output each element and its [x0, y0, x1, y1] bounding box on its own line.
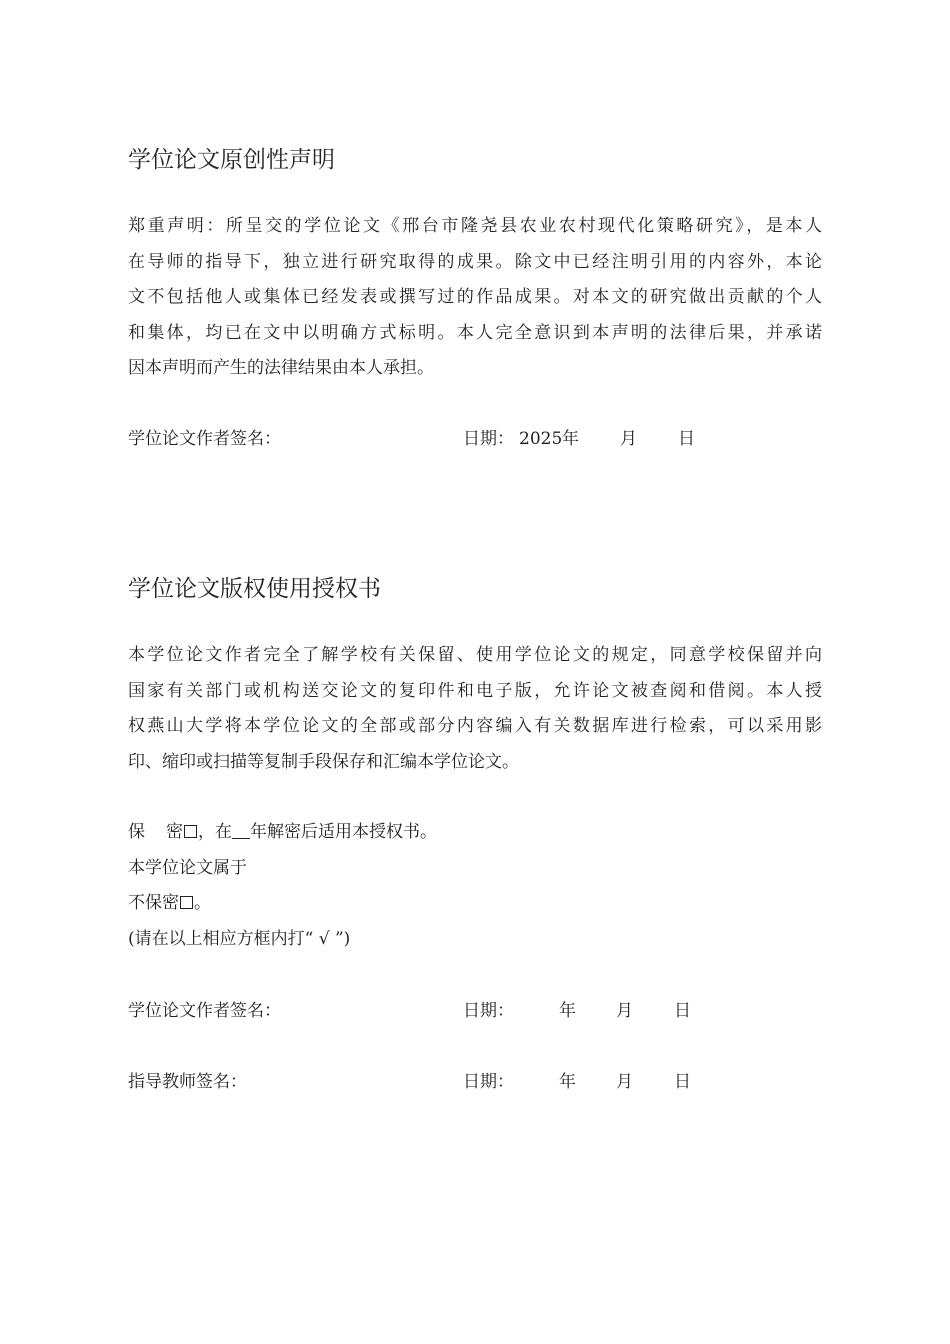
day-unit: 日	[674, 1001, 691, 1021]
author-signature-row	[128, 999, 828, 1023]
paragraph-line: 本学位论文作者完全了解学校有关保留、使用学位论文的规定，同意学校保留并向	[128, 645, 822, 665]
author-signature-label: 学位论文作者签名：	[128, 429, 281, 449]
date-label: 日期：	[463, 1072, 514, 1092]
advisor-signature-row	[128, 1070, 828, 1094]
year-unit: 年	[559, 1001, 576, 1021]
date-label: 日期：	[463, 429, 514, 449]
year-unit: 年	[559, 1072, 576, 1092]
not-secret-option-line	[128, 891, 211, 915]
originality-paragraph	[128, 209, 822, 387]
date-year: 2025	[519, 429, 563, 449]
originality-title: 学位论文原创性声明	[128, 147, 335, 173]
month-unit: 月	[620, 429, 637, 449]
not-secret-checkbox[interactable]	[180, 896, 193, 909]
years-blank-field[interactable]	[232, 822, 250, 839]
month-unit: 月	[616, 1001, 633, 1021]
checkbox-instruction: (请在以上相应方框内打“ √ ”)	[128, 929, 351, 949]
not-secret-suffix: 。	[194, 893, 211, 913]
belongs-line: 本学位论文属于	[128, 858, 247, 878]
secret-label-part: 密	[166, 822, 183, 842]
secret-text: ，在	[198, 822, 232, 842]
copyright-title: 学位论文版权使用授权书	[128, 576, 381, 602]
not-secret-label: 不保密	[128, 893, 179, 913]
advisor-signature-label: 指导教师签名：	[128, 1072, 247, 1092]
secret-text: 年解密后适用本授权书。	[250, 822, 437, 842]
month-unit: 月	[616, 1072, 633, 1092]
paragraph-line: 和集体，均已在文中以明确方式标明。本人完全意识到本声明的法律后果，并承诺	[128, 322, 822, 343]
paragraph-line: 文不包括他人或集体已经发表或撰写过的作品成果。对本文的研究做出贡献的个人	[128, 287, 822, 307]
day-unit: 日	[674, 1072, 691, 1092]
paragraph-line: 郑重声明：所呈交的学位论文《邢台市隆尧县农业农村现代化策略研究》，是本人	[128, 216, 822, 236]
copyright-paragraph	[128, 638, 822, 780]
secret-option-line	[128, 820, 437, 844]
paragraph-line: 在导师的指导下，独立进行研究取得的成果。除文中已经注明引用的内容外，本论	[128, 251, 822, 272]
paragraph-line: 权燕山大学将本学位论文的全部或部分内容编入有关数据库进行检索，可以采用影	[128, 716, 822, 736]
date-label: 日期：	[463, 1001, 514, 1021]
originality-signature-row	[128, 427, 828, 451]
secret-checkbox[interactable]	[184, 825, 197, 838]
author-signature-label: 学位论文作者签名：	[128, 1001, 281, 1021]
year-unit: 年	[562, 429, 579, 449]
day-unit: 日	[678, 429, 695, 449]
paragraph-line: 国家有关部门或机构送交论文的复印件和电子版，允许论文被查阅和借阅。本人授	[128, 680, 822, 701]
paragraph-line: 因本声明而产生的法律结果由本人承担。	[128, 358, 434, 378]
secret-label-part: 保	[128, 822, 145, 842]
paragraph-line: 印、缩印或扫描等复制手段保存和汇编本学位论文。	[128, 751, 519, 772]
